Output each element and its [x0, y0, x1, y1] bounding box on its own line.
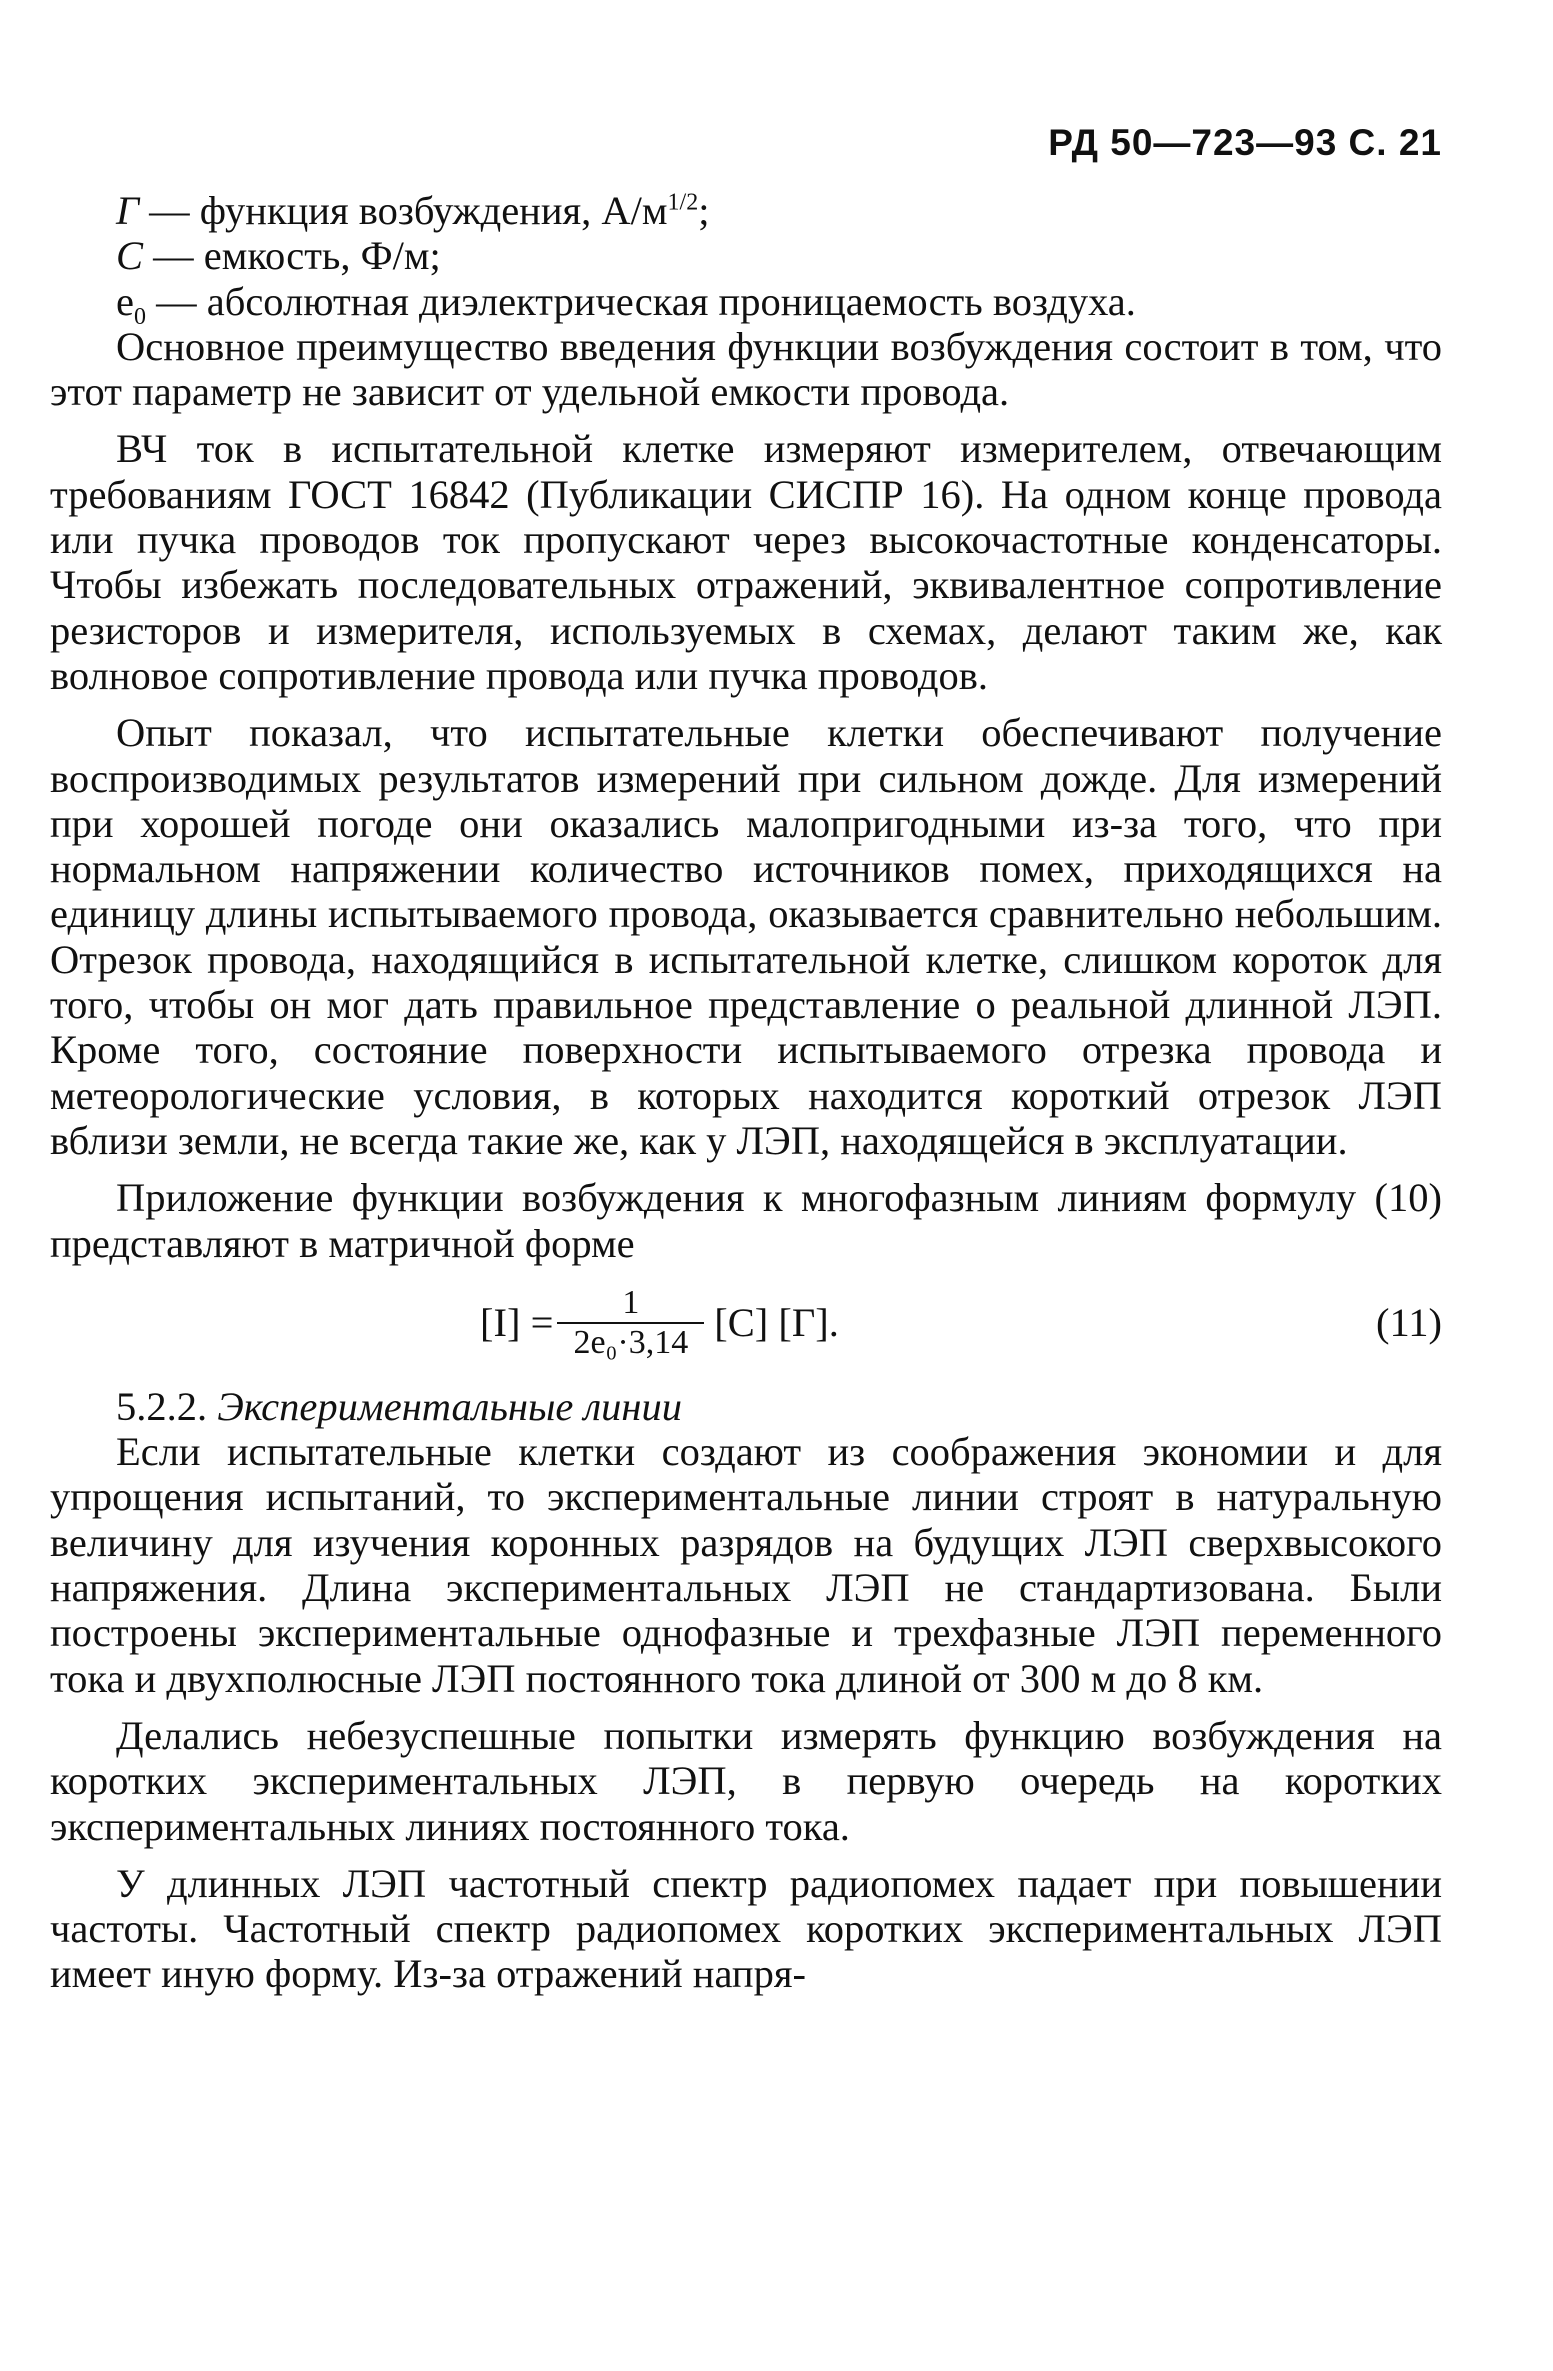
page-header: РД 50—723—93 С. 21 — [1048, 122, 1442, 163]
section-heading — [50, 1384, 1442, 1429]
formula-denominator: 2e₀·3,14 — [573, 1323, 689, 1361]
symbol-c: С — [116, 233, 144, 279]
definition-tail: ; — [698, 188, 710, 233]
definition-text: — функция возбуждения, А/м — [139, 188, 668, 233]
definition-text: — емкость, Ф/м; — [143, 233, 441, 279]
paragraph: Основное преимущество введения функции возбуждения состоит в том, что этот параметр не зависит от удельной емкости провода. — [50, 323, 1442, 415]
paragraph: ВЧ ток в испытательной клетке измеряют измерителем, отвечающим требованиям ГОСТ 16842 (Публикации СИСПР 16). На одном конце провода или пучка проводов ток пропускают через высокочастотные конденсаторы. Чтобы избежать последовательных отражений, эквивалентное сопротивление резисторов и измерителя, используемых в схемах, делают таким же, как волновое сопротивление провода или пучка проводов. — [50, 426, 1442, 698]
formula-lhs: [I] = — [480, 1300, 554, 1346]
section-number: 5.2.2. — [116, 1383, 208, 1429]
formula-11 — [50, 1274, 1442, 1374]
definition-permittivity — [50, 278, 1442, 330]
section-title: Экспериментальные линии — [217, 1383, 682, 1429]
definition-capacitance — [50, 233, 1442, 278]
document-body — [50, 110, 1442, 1997]
definition-sup: 1/2 — [667, 189, 699, 216]
formula-fraction — [565, 1284, 696, 1362]
definition-excitation-function — [50, 188, 1442, 233]
paragraph: Если испытательные клетки создают из соображения экономии и для упрощения испытаний, то экспериментальные линии строят в натуральную величину для изучения коронных разрядов на будущих ЛЭП сверхвысокого напряжения. Длина экспериментальных ЛЭП не стандартизована. Были построены экспериментальные однофазные и трехфазные ЛЭП переменного тока и двухполюсные ЛЭП постоянного тока длиной от 300 м до 8 км. — [50, 1429, 1442, 1701]
paragraph: Приложение функции возбуждения к многофазным линиям формулу (10) представляют в матричной форме — [50, 1175, 1442, 1266]
symbol-e: e — [116, 278, 134, 324]
symbol-gamma: Г — [116, 188, 140, 233]
paragraph: У длинных ЛЭП частотный спектр радиопомех падает при повышении частоты. Частотный спектр радиопомех коротких экспериментальных ЛЭП имеет иную форму. Из-за отражений напря- — [50, 1860, 1442, 1997]
formula-expression — [480, 1284, 839, 1362]
formula-number: (11) — [1376, 1299, 1442, 1345]
definition-text: — абсолютная диэлектрическая проницаемость воздуха. — [145, 278, 1136, 324]
paragraph: Опыт показал, что испытательные клетки обеспечивают получение воспроизводимых результатов измерений при сильном дожде. Для измерений при хорошей погоде они оказались малопригодными из-за того, что при нормальном напряжении количество источников помех, приходящихся на единицу длины испытываемого провода, оказывается сравнительно небольшим. Отрезок провода, находящийся в испытательной клетке, слишком короток для того, чтобы он мог дать правильное представление о реальной длинной ЛЭП. Кроме того, состояние поверхности испытываемого отрезка провода и метеорологические условия, в которых находится короткий отрезок ЛЭП вблизи земли, не всегда такие же, как у ЛЭП, находящейся в эксплуатации. — [50, 710, 1442, 1163]
formula-rhs: [C] [Г]. — [714, 1300, 839, 1346]
formula-numerator: 1 — [557, 1284, 704, 1324]
paragraph: Делались небезуспешные попытки измерять функцию возбуждения на коротких экспериментальных ЛЭП, в первую очередь на коротких экспериментальных линиях постоянного тока. — [50, 1712, 1442, 1849]
symbol-subscript: 0 — [133, 303, 146, 330]
